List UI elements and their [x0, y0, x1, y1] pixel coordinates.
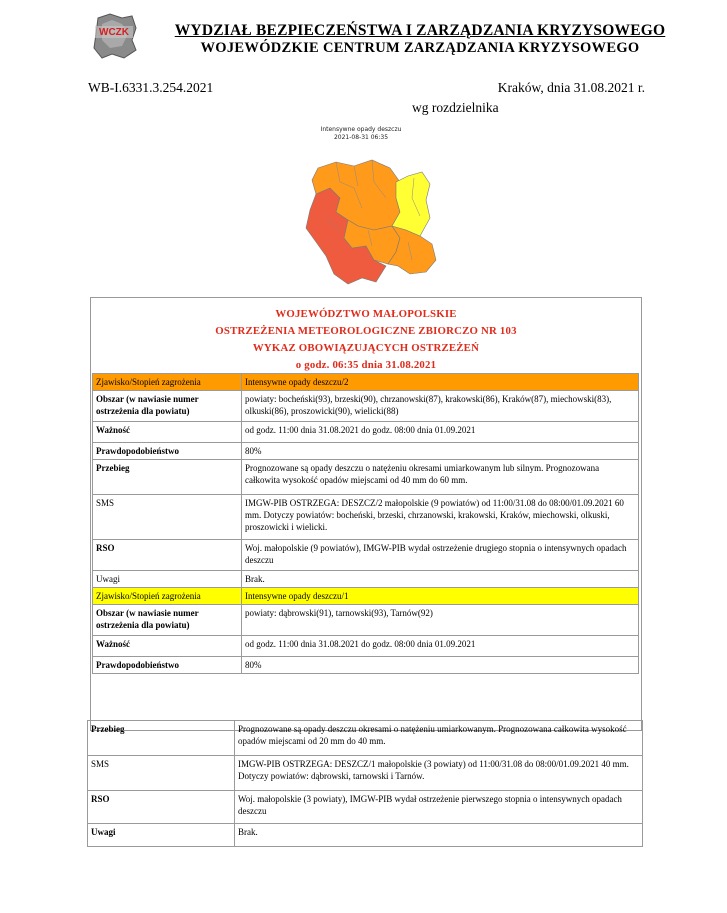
table-row — [93, 605, 639, 636]
table-row — [88, 756, 643, 791]
document-reference: WB-I.6331.3.254.2021 — [88, 80, 214, 95]
area-label: Obszar (w nawiasie numer ostrzeżenia dla powiatu) — [93, 605, 242, 636]
area-value: powiaty: bocheński(93), brzeski(90), chrzanowski(87), krakowski(86), Kraków(87), miechowski(83), olkuski(86), proszowicki(90), wielicki(88) — [242, 391, 639, 422]
notes-label: Uwagi — [93, 571, 242, 588]
table-row — [93, 657, 639, 674]
map-title: Intensywne opady deszczu — [320, 126, 402, 133]
rso-label: RSO — [88, 791, 235, 824]
validity-value: od godz. 11:00 dnia 31.08.2021 do godz. 08:00 dnia 01.09.2021 — [242, 422, 639, 443]
rso-value: Woj. małopolskie (9 powiatów), IMGW-PIB wydał ostrzeżenie drugiego stopnia o intensywnych opadach deszczu — [242, 540, 639, 571]
table-row — [93, 422, 639, 443]
warnings-panel — [90, 297, 642, 731]
table-row — [88, 721, 643, 756]
sms-label: SMS — [93, 495, 242, 540]
notes-label: Uwagi — [88, 824, 235, 847]
sms-value: IMGW-PIB OSTRZEGA: DESZCZ/1 małopolskie (3 powiaty) od 11:00/31.08 do 08:00/01.09.2021 40 mm. Dotyczy powiatów: dąbrowski, tarnowski i Tarnów. — [235, 756, 643, 791]
course-value: Prognozowane są opady deszczu o natężeniu okresami umiarkowanym lub silnym. Prognozowana całkowita wysokość opadów miejscami od 40 mm do 60 mm. — [242, 460, 639, 495]
map-region-yellow — [392, 172, 430, 236]
probability-label: Prawdopodobieństwo — [93, 443, 242, 460]
probability-value: 80% — [242, 657, 639, 674]
course-label: Przebieg — [93, 460, 242, 495]
table-row — [88, 824, 643, 847]
region-logo-icon — [88, 10, 140, 62]
notes-value: Brak. — [242, 571, 639, 588]
header-department: WYDZIAŁ BEZPIECZEŃSTWA I ZARZĄDZANIA KRYZYSOWEGO — [174, 22, 666, 39]
table-row — [93, 443, 639, 460]
warnings-table-continued — [87, 720, 643, 847]
header-center: WOJEWÓDZKIE CENTRUM ZARZĄDZANIA KRYZYSOWEGO — [200, 40, 640, 56]
rso-value: Woj. małopolskie (3 powiaty), IMGW-PIB wydał ostrzeżenie pierwszego stopnia o intensywnych opadach deszczu — [235, 791, 643, 824]
warnings-table — [92, 373, 639, 674]
area-value: powiaty: dąbrowski(91), tarnowski(93), Tarnów(92) — [242, 605, 639, 636]
phenomenon-value: Intensywne opady deszczu/2 — [242, 374, 639, 391]
voivodeship-map-svg — [296, 138, 446, 298]
map-date: 2021-08-31 06:35 — [333, 134, 389, 141]
place-date: Kraków, dnia 31.08.2021 r. — [497, 80, 645, 95]
sms-value: IMGW-PIB OSTRZEGA: DESZCZ/2 małopolskie (9 powiatów) od 11:00/31.08 do 08:00/01.09.2021 60 mm. Dotyczy powiatów: bocheński, brzeski, chrzanowski, krakowski, Kraków, miechowski, olkuski, proszowicki i wielicki. — [242, 495, 639, 540]
probability-label: Prawdopodobieństwo — [93, 657, 242, 674]
table-row — [93, 636, 639, 657]
probability-value: 80% — [242, 443, 639, 460]
warnings-heading — [91, 306, 641, 374]
warning-map — [296, 126, 446, 296]
heading-voivodeship: WOJEWÓDZTWO MAŁOPOLSKIE — [275, 308, 457, 320]
validity-label: Ważność — [93, 636, 242, 657]
table-row — [93, 540, 639, 571]
distribution-note: wg rozdzielnika — [412, 100, 499, 115]
table-row — [93, 571, 639, 588]
table-row — [93, 588, 639, 605]
notes-value: Brak. — [235, 824, 643, 847]
wczk-logo — [88, 10, 140, 62]
course-value: Prognozowane są opady deszczu okresami o natężeniu umiarkowanym. Prognozowana całkowita wysokość opadów miejscami od 20 mm do 40 mm. — [235, 721, 643, 756]
table-row — [93, 391, 639, 422]
phenomenon-value: Intensywne opady deszczu/1 — [242, 588, 639, 605]
phenomenon-label: Zjawisko/Stopień zagrożenia — [93, 588, 242, 605]
validity-label: Ważność — [93, 422, 242, 443]
validity-value: od godz. 11:00 dnia 31.08.2021 do godz. 08:00 dnia 01.09.2021 — [242, 636, 639, 657]
table-row — [88, 791, 643, 824]
course-label: Przebieg — [88, 721, 235, 756]
heading-issue-time: o godz. 06:35 dnia 31.08.2021 — [295, 359, 437, 371]
table-row — [93, 374, 639, 391]
svg-text:WCZK: WCZK — [99, 27, 129, 38]
sms-label: SMS — [88, 756, 235, 791]
heading-list-title: WYKAZ OBOWIĄZUJĄCYCH OSTRZEŻEŃ — [252, 342, 480, 354]
table-row — [93, 460, 639, 495]
area-label: Obszar (w nawiasie numer ostrzeżenia dla powiatu) — [93, 391, 242, 422]
phenomenon-label: Zjawisko/Stopień zagrożenia — [93, 374, 242, 391]
table-row — [93, 495, 639, 540]
heading-bulletin-number: OSTRZEŻENIA METEOROLOGICZNE ZBIORCZO NR 103 — [215, 325, 517, 337]
rso-label: RSO — [93, 540, 242, 571]
